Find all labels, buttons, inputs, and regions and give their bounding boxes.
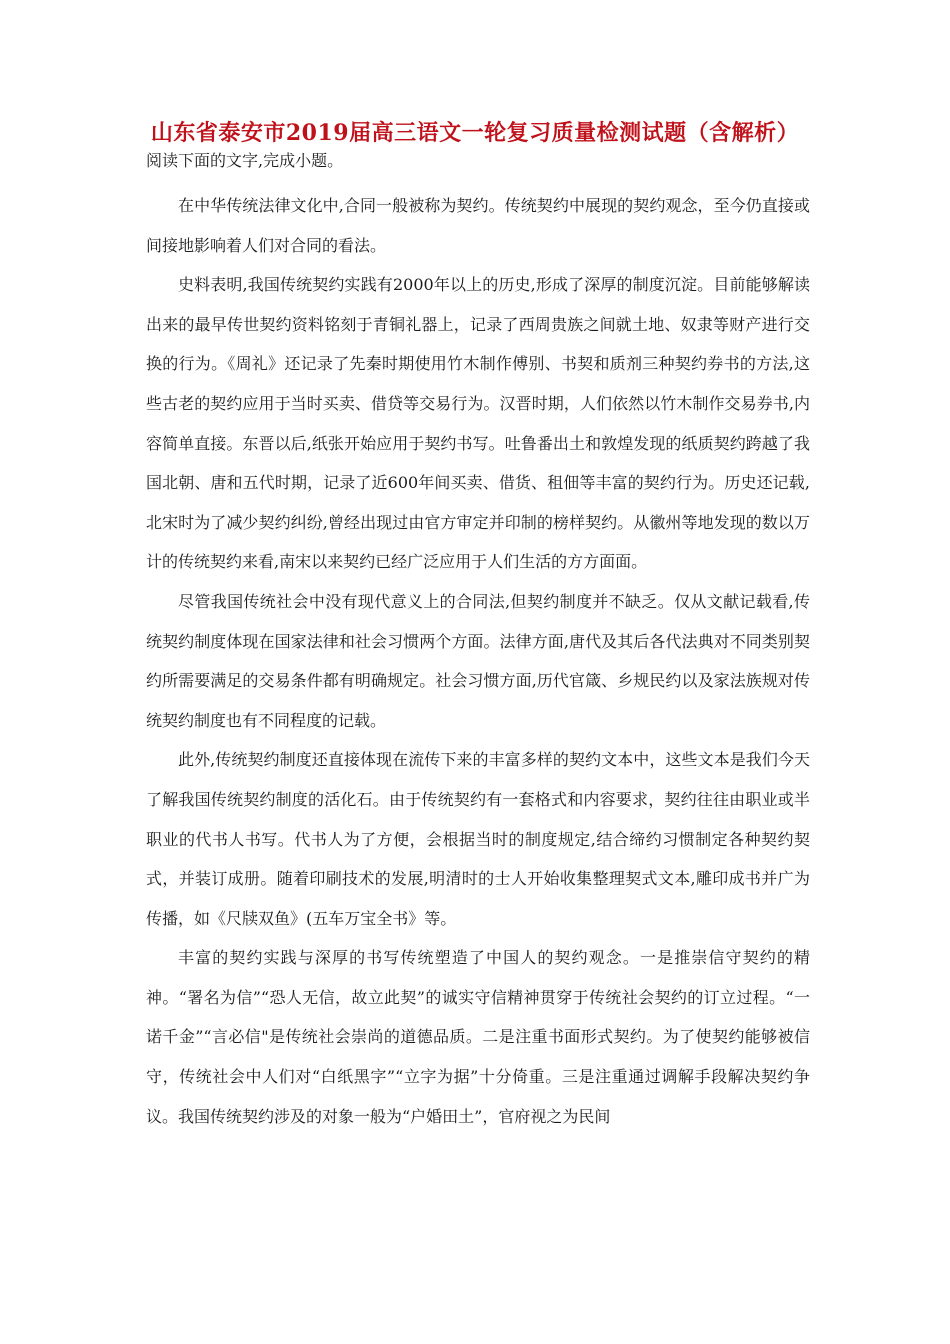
paragraph: 尽管我国传统社会中没有现代意义上的合同法,但契约制度并不缺乏。仅从文献记载看,传统契约制度体现在国家法律和社会习惯两个方面。法律方面,唐代及其后各代法典对不同类别契约所需要满足的交易条件都有明确规定。社会习惯方面,历代官箴、乡规民约以及家法族规对传统契约制度也有不同程度的记载。	[146, 591, 810, 730]
intro-instruction: 阅读下面的文字,完成小题。	[146, 151, 344, 170]
paragraph: 史料表明,我国传统契约实践有2000年以上的历史,形成了深厚的制度沉淀。目前能够解读出来的最早传世契约资料铭刻于青铜礼器上，记录了西周贵族之间就土地、奴隶等财产进行交换的行为。《周礼》还记录了先秦时期使用竹木制作傅别、书契和质剂三种契约券书的方法,这些古老的契约应用于当时买卖、借贷等交易行为。汉晋时期，人们依然以竹木制作交易券书,内容简单直接。东晋以后,纸张开始应用于契约书写。吐鲁番出土和敦煌发现的纸质契约跨越了我国北朝、唐和五代时期，记录了近600年间买卖、借货、租佃等丰富的契约行为。历史还记载,北宋时为了减少契约纠纷,曾经出现过由官方审定并印制的榜样契约。从徽州等地发现的数以万计的传统契约来看,南宋以来契约已经广泛应用于人们生活的方方面面。	[146, 275, 810, 572]
document-title: 山东省泰安市2019届高三语文一轮复习质量检测试题（含解析）	[150, 120, 800, 146]
paragraph: 丰富的契约实践与深厚的书写传统塑造了中国人的契约观念。一是推崇信守契约的精神。“署名为信”“恐人无信，故立此契”的诚实守信精神贯穿于传统社会契约的订立过程。“一诺千金”“言必信"是传统社会崇尚的道德品质。二是注重书面形式契约。为了使契约能够被信守，传统社会中人们对“白纸黑字”“立字为据”十分倚重。三是注重通过调解手段解决契约争议。我国传统契约涉及的对象一般为“户婚田土”，官府视之为民间	[146, 948, 810, 1126]
paragraph: 此外,传统契约制度还直接体现在流传下来的丰富多样的契约文本中，这些文本是我们今天了解我国传统契约制度的活化石。由于传统契约有一套格式和内容要求，契约往往由职业或半职业的代书人书写。代书人为了方便，会根据当时的制度规定,结合缔约习惯制定各种契约契式，并装订成册。随着印刷技术的发展,明清时的士人开始收集整理契式文本,雕印成书并广为传播，如《尺牍双鱼》(五车万宝全书》等。	[146, 750, 810, 928]
document-body	[146, 146, 810, 1136]
paragraph: 在中华传统法律文化中,合同一般被称为契约。传统契约中展现的契约观念，至今仍直接或间接地影响着人们对合同的看法。	[146, 196, 810, 255]
